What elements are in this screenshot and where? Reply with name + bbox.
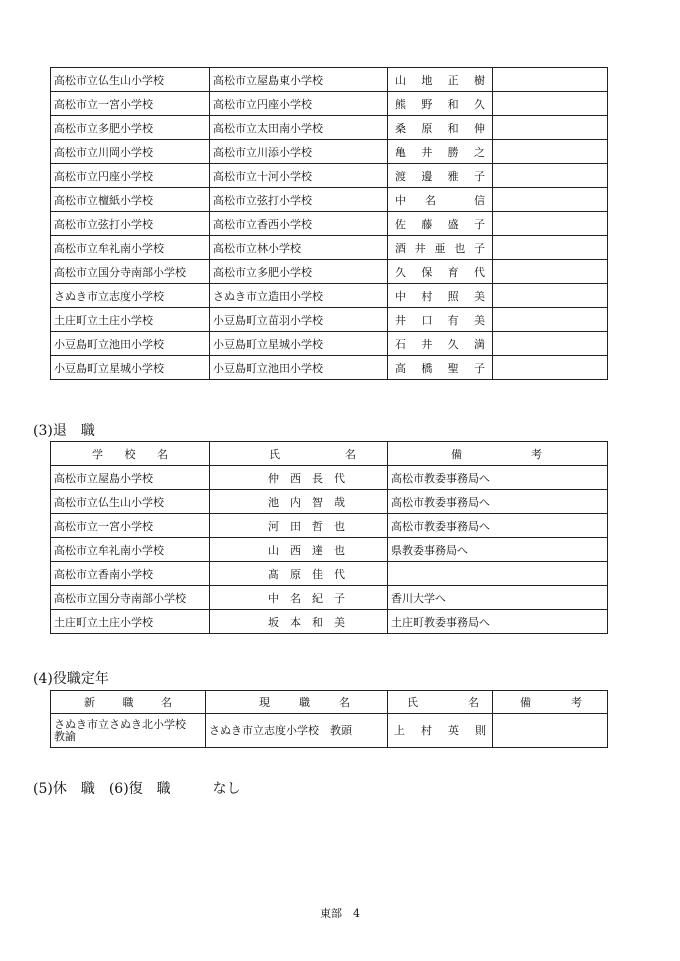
blank-cell [493, 284, 608, 308]
name-char: 石 [395, 337, 406, 351]
from-school-cell: 高松市立多肥小学校 [51, 116, 210, 140]
name-cell: 中 名 紀 子 [210, 586, 388, 610]
from-school-cell: 高松市立一宮小学校 [51, 92, 210, 116]
col-note-header [493, 691, 608, 714]
table-row [51, 466, 608, 490]
table-row [51, 490, 608, 514]
name-cell [388, 260, 493, 284]
to-school-cell: 高松市立十河小学校 [210, 164, 388, 188]
name-cell [388, 164, 493, 188]
header-char: 校 [124, 447, 136, 461]
to-school-cell: 高松市立屋島東小学校 [210, 68, 388, 92]
to-school-cell: 高松市立弦打小学校 [210, 188, 388, 212]
name-char: 雅 [447, 169, 459, 183]
name-char: 佐 [395, 217, 406, 231]
transfer-table [50, 67, 608, 380]
section3-title: (3)退 職 [33, 423, 95, 439]
name-char: 保 [421, 265, 433, 279]
name-char: 口 [421, 313, 433, 327]
name-char: 村 [421, 723, 432, 737]
name-cell [388, 332, 493, 356]
table-row [51, 164, 608, 188]
to-school-cell: 高松市立多肥小学校 [210, 260, 388, 284]
name-char: 名 [425, 193, 436, 207]
school-cell: 高松市立仏生山小学校 [51, 490, 210, 514]
header-char: 備 [451, 447, 462, 461]
note-cell: 高松市教委事務局へ [388, 490, 608, 514]
col-name-header [388, 691, 493, 714]
name-char: 亀 [395, 145, 406, 159]
name-char: 桑 [395, 121, 406, 135]
name-char: 正 [447, 73, 459, 87]
header-char: 考 [531, 447, 542, 461]
table-row [51, 260, 608, 284]
to-school-cell: 高松市立円座小学校 [210, 92, 388, 116]
header-char: 備 [520, 696, 531, 709]
table-row [51, 562, 608, 586]
header-char: 名 [161, 696, 172, 709]
table-row [51, 284, 608, 308]
name-char: 地 [421, 73, 433, 87]
table-row [51, 586, 608, 610]
name-char: 勝 [447, 145, 459, 159]
note-cell [493, 714, 608, 748]
table-row [51, 116, 608, 140]
col-name-header [210, 442, 388, 466]
name-cell [388, 236, 493, 260]
to-school-cell: 高松市立香西小学校 [210, 212, 388, 236]
name-char: 盛 [447, 217, 459, 231]
name-char: 伸 [473, 121, 485, 135]
table-row [51, 188, 608, 212]
name-char: 久 [473, 97, 485, 111]
from-school-cell: 高松市立弦打小学校 [51, 212, 210, 236]
section5-title: (5)休 職 (6)復 職 なし [33, 781, 241, 797]
name-char: 邊 [421, 169, 433, 183]
note-cell: 高松市教委事務局へ [388, 466, 608, 490]
new-post-cell [51, 714, 206, 748]
current-post-cell: さぬき市立志度小学校 教頭 [206, 714, 388, 748]
blank-cell [493, 260, 608, 284]
note-cell: 土庄町教委事務局へ [388, 610, 608, 634]
name-char: 原 [421, 121, 433, 135]
school-cell: 高松市立牟礼南小学校 [51, 538, 210, 562]
from-school-cell: 高松市立仏生山小学校 [51, 68, 210, 92]
name-cell [388, 284, 493, 308]
header-char: 学 [92, 447, 103, 461]
header-char: 名 [339, 696, 350, 709]
table-row [51, 212, 608, 236]
header-char: 職 [299, 696, 310, 709]
name-char: 有 [447, 313, 459, 327]
col-school-header [51, 442, 210, 466]
header-char: 新 [84, 696, 95, 709]
note-cell: 高松市教委事務局へ [388, 514, 608, 538]
header-char: 名 [157, 447, 168, 461]
name-char: 育 [447, 265, 459, 279]
name-cell [388, 714, 493, 748]
table-row [51, 514, 608, 538]
name-cell: 河 田 哲 也 [210, 514, 388, 538]
name-char: 子 [473, 217, 485, 231]
blank-cell [493, 164, 608, 188]
from-school-cell: 高松市立円座小学校 [51, 164, 210, 188]
to-school-cell: 高松市立太田南小学校 [210, 116, 388, 140]
name-cell: 坂 本 和 美 [210, 610, 388, 634]
blank-cell [493, 92, 608, 116]
name-cell: 髙 原 佳 代 [210, 562, 388, 586]
header-char: 氏 [407, 696, 418, 709]
name-char: 中 [395, 289, 406, 303]
new-post-line2: 教諭 [54, 729, 76, 743]
name-char: 熊 [395, 97, 406, 111]
header-char: 名 [468, 696, 479, 709]
header-char: 職 [122, 696, 134, 709]
name-cell [388, 188, 493, 212]
section4-title: (4)役職定年 [33, 671, 109, 687]
name-char: 和 [447, 97, 459, 111]
col-note-header [388, 442, 608, 466]
col-current-post-header [206, 691, 388, 714]
name-char: 藤 [421, 217, 433, 231]
to-school-cell: 小豆島町立苗羽小学校 [210, 308, 388, 332]
name-char: 美 [473, 313, 485, 327]
name-cell [388, 68, 493, 92]
to-school-cell: 高松市立林小学校 [210, 236, 388, 260]
name-char: 中 [395, 193, 406, 207]
blank-cell [493, 212, 608, 236]
from-school-cell: さぬき市立志度小学校 [51, 284, 210, 308]
name-char: 上 [394, 723, 405, 737]
header-char: 名 [345, 447, 356, 461]
name-cell: 仲 西 長 代 [210, 466, 388, 490]
name-cell [388, 212, 493, 236]
name-cell: 池 内 智 哉 [210, 490, 388, 514]
blank-cell [493, 356, 608, 380]
post-retirement-table [50, 690, 608, 748]
table-row [51, 236, 608, 260]
to-school-cell: 小豆島町立池田小学校 [210, 356, 388, 380]
blank-cell [493, 140, 608, 164]
name-char: 久 [395, 265, 406, 279]
name-char: 野 [421, 97, 433, 111]
name-char: 高 [395, 361, 406, 375]
name-char: 井 [421, 145, 433, 159]
name-char: 則 [475, 723, 486, 737]
from-school-cell: 高松市立国分寺南部小学校 [51, 260, 210, 284]
name-char: 信 [474, 193, 485, 207]
name-char: 和 [447, 121, 459, 135]
name-cell [388, 356, 493, 380]
name-cell [388, 116, 493, 140]
name-cell: 山 西 達 也 [210, 538, 388, 562]
header-char: 考 [571, 696, 582, 709]
name-cell [388, 308, 493, 332]
name-char: 照 [447, 289, 459, 303]
blank-cell [493, 308, 608, 332]
from-school-cell: 高松市立檀紙小学校 [51, 188, 210, 212]
name-char: 之 [473, 145, 485, 159]
name-char: 子 [474, 241, 485, 255]
name-char: 久 [447, 337, 459, 351]
table-row [51, 714, 608, 748]
blank-cell [493, 68, 608, 92]
table-row [51, 92, 608, 116]
from-school-cell: 小豆島町立星城小学校 [51, 356, 210, 380]
blank-cell [493, 116, 608, 140]
col-new-post-header [51, 691, 206, 714]
header-char: 氏 [269, 447, 280, 461]
blank-cell [493, 236, 608, 260]
name-char: 英 [448, 723, 459, 737]
name-char: 井 [414, 241, 426, 255]
name-char: 渡 [395, 169, 406, 183]
name-cell [388, 140, 493, 164]
from-school-cell: 高松市立牟礼南小学校 [51, 236, 210, 260]
blank-cell [493, 332, 608, 356]
name-cell [388, 92, 493, 116]
to-school-cell: 高松市立川添小学校 [210, 140, 388, 164]
note-cell [388, 562, 608, 586]
table-row [51, 308, 608, 332]
name-char: 也 [454, 241, 466, 255]
school-cell: 高松市立香南小学校 [51, 562, 210, 586]
school-cell: 高松市立国分寺南部小学校 [51, 586, 210, 610]
table-row [51, 68, 608, 92]
name-char: 酒 [395, 241, 406, 255]
name-char: 村 [421, 289, 433, 303]
school-cell: 高松市立一宮小学校 [51, 514, 210, 538]
name-char: 井 [421, 337, 433, 351]
table-row [51, 356, 608, 380]
header-char: 現 [259, 696, 270, 709]
note-cell: 香川大学へ [388, 586, 608, 610]
new-post-line1: さぬき市立さぬき北小学校 [54, 717, 186, 731]
to-school-cell: 小豆島町立星城小学校 [210, 332, 388, 356]
from-school-cell: 土庄町立土庄小学校 [51, 308, 210, 332]
name-char: 子 [473, 169, 485, 183]
name-char: 美 [473, 289, 485, 303]
from-school-cell: 小豆島町立池田小学校 [51, 332, 210, 356]
name-char: 代 [473, 265, 485, 279]
name-char: 亜 [434, 241, 446, 255]
name-char: 橋 [421, 361, 433, 375]
to-school-cell: さぬき市立造田小学校 [210, 284, 388, 308]
name-char: 子 [473, 361, 485, 375]
table-row [51, 332, 608, 356]
note-cell: 県教委事務局へ [388, 538, 608, 562]
page-footer: 東部 4 [320, 907, 360, 920]
blank-cell [493, 188, 608, 212]
retirement-table [50, 441, 608, 634]
name-char: 樹 [473, 73, 485, 87]
school-cell: 高松市立屋島小学校 [51, 466, 210, 490]
school-cell: 土庄町立土庄小学校 [51, 610, 210, 634]
table-row [51, 610, 608, 634]
name-char: 山 [395, 73, 406, 87]
from-school-cell: 高松市立川岡小学校 [51, 140, 210, 164]
table-row [51, 140, 608, 164]
name-char: 満 [473, 337, 485, 351]
name-char: 井 [395, 313, 406, 327]
table-row [51, 538, 608, 562]
name-char: 聖 [447, 361, 459, 375]
